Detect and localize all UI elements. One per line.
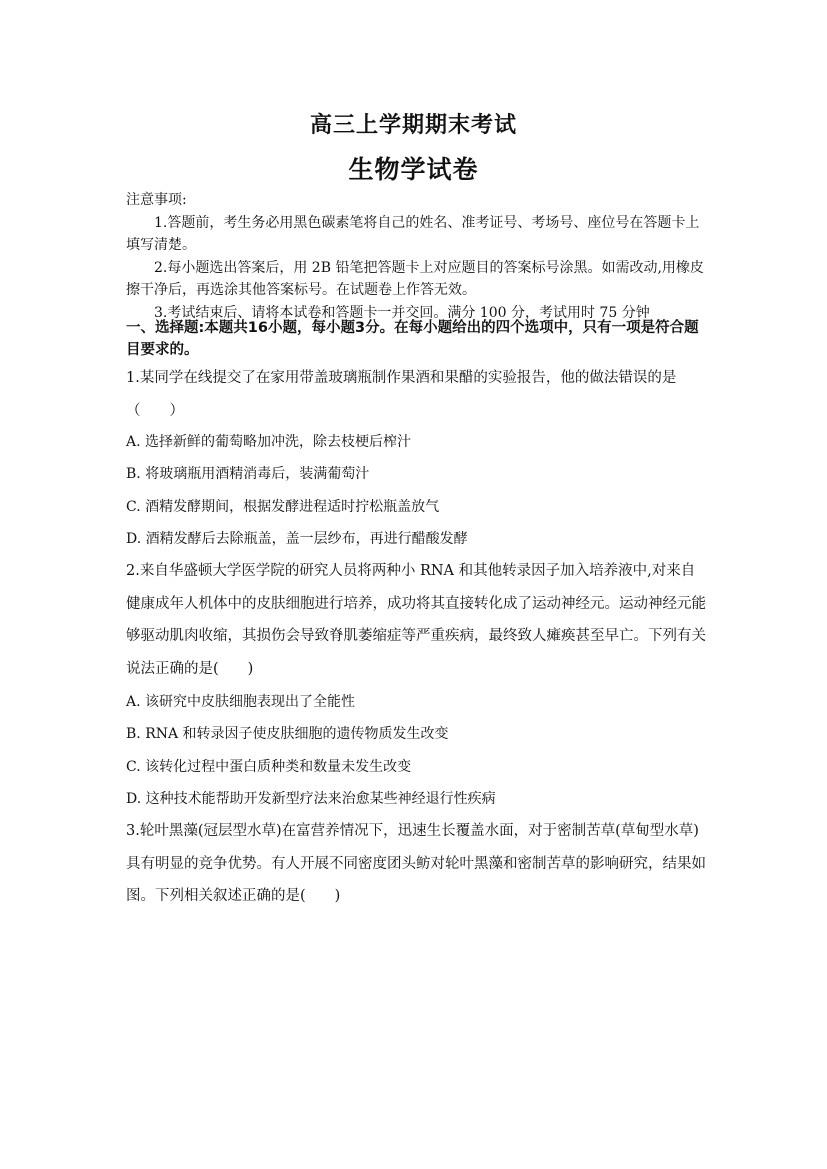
question-2-stem <box>126 555 706 685</box>
question-3-stem <box>126 815 706 913</box>
question-1-stem <box>126 362 706 427</box>
question-text: 2.来自华盛顿大学医学院的研究人员将两种小 RNA 和其他转录因子加入培养液中,对来自健康成年人机体中的皮肤细胞进行培养，成功将其直接转化成了运动神经元。运动神经元能够驱动肌肉收缩，其损伤会导致脊肌萎缩症等严重疾病，最终致人瘫痪甚至早亡。下列有关说法正确的是( ) <box>126 563 706 677</box>
exam-subtitle: 生物学试卷 <box>348 155 479 184</box>
section-heading: 一、选择题:本题共16小题，每小题3分。在每小题给出的四个选项中，只有一项是符合题目要求的。 <box>126 320 699 358</box>
notes-heading: 注意事项: <box>126 192 187 208</box>
question-2-option-d: D. 这种技术能帮助开发新型疗法来治愈某些神经退行性疾病 <box>126 791 496 807</box>
question-1-option-a: A. 选择新鲜的葡萄略加冲洗，除去枝梗后榨汁 <box>126 434 412 450</box>
question-2-option-b: B. RNA 和转录因子使皮肤细胞的遗传物质发生改变 <box>126 726 449 742</box>
notes-item-3: 3.考试结束后、请将本试卷和答题卡一并交回。满分 100 分，考试用时 75 分钟 <box>154 304 650 321</box>
notes-block <box>126 189 706 324</box>
question-2-option-c: C. 该转化过程中蛋白质种类和数量未发生改变 <box>126 759 412 775</box>
exam-title: 高三上学期期末考试 <box>309 112 517 138</box>
question-1-option-b: B. 将玻璃瓶用酒精消毒后，装满葡萄汁 <box>126 466 370 482</box>
question-2-option-a: A. 该研究中皮肤细胞表现出了全能性 <box>126 694 356 710</box>
notes-item-1: 1.答题前，考生务必用黑色碳素笔将自己的姓名、准考证号、考场号、座位号在答题卡上填写清楚。 <box>126 214 700 253</box>
question-1-option-c: C. 酒精发酵期间，根据发酵进程适时拧松瓶盖放气 <box>126 499 440 515</box>
notes-item-2: 2.每小题选出答案后，用 2B 铅笔把答题卡上对应题目的答案标号涂黑。如需改动,用橡皮擦干净后，再选涂其他答案标号。在试题卷上作答无效。 <box>126 259 704 298</box>
question-text: 1.某同学在线提交了在家用带盖玻璃瓶制作果酒和果醋的实验报告，他的做法错误的是（ ） <box>126 370 677 419</box>
question-text: 3.轮叶黑藻(冠层型水草)在富营养情况下，迅速生长覆盖水面，对于密制苦草(草甸型水草)具有明显的竞争优势。有人开展不同密度团头鲂对轮叶黑藻和密制苦草的影响研究，结果如图。下列相关叙述正确的是( ) <box>126 823 706 904</box>
question-1-option-d: D. 酒精发酵后去除瓶盖，盖一层纱布，再进行醋酸发酵 <box>126 531 468 547</box>
